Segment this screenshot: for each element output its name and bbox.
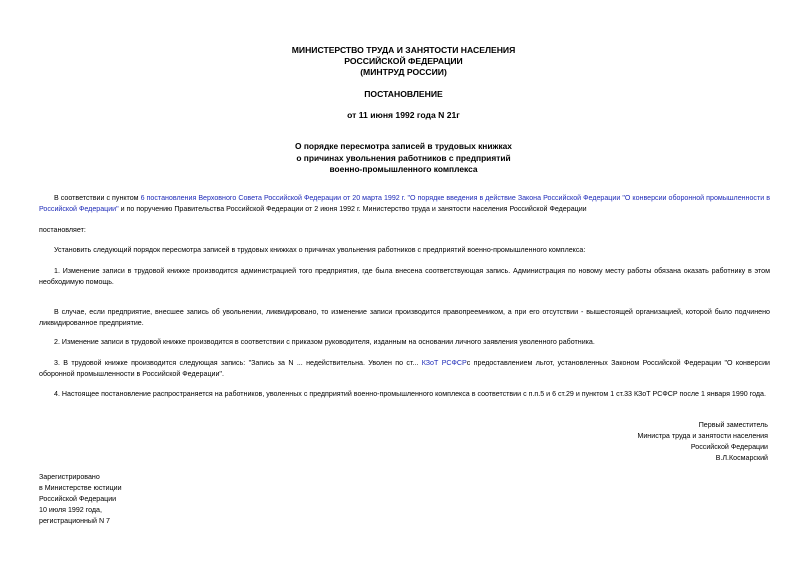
registration-line-1: Зарегистрировано: [39, 473, 100, 481]
doc-date: от 11 июня 1992 года N 21г: [347, 110, 460, 120]
title-line-1: О порядке пересмотра записей в трудовых книжках: [295, 141, 512, 151]
registration-line-2: в Министерстве юстиции: [39, 484, 122, 492]
resolves-paragraph: постановляет:: [39, 226, 86, 234]
signature-line-2: Министра труда и занятости населения: [637, 432, 768, 440]
resolution-link[interactable]: 6 постановления Верховного Совета Российской Федерации от 20 марта 1992 г. "О порядке введения в действие Закона Российской Федерации "О конверсии оборонной промышленности в Российской Федерации": [39, 194, 770, 213]
ministry-abbrev: (МИНТРУД РОССИИ): [360, 67, 447, 77]
title-line-2: о причинах увольнения работников с предприятий: [296, 152, 511, 163]
registration-line-3: Российской Федерации: [39, 495, 117, 503]
registration-block: [39, 472, 122, 527]
signature-block: [637, 420, 768, 464]
federation-name: РОССИЙСКОЙ ФЕДЕРАЦИИ: [344, 56, 463, 66]
signatory-name: В.Л.Космарский: [715, 454, 768, 462]
item-3-text-2: с предоставлением льгот, установленных Законом Российской Федерации "О конверсии оборонной промышленности в Российской Федерации".: [39, 359, 771, 378]
signature-line-3: Российской Федерации: [690, 443, 768, 451]
intro-paragraph: Установить следующий порядок пересмотра записей в трудовых книжках о причинах увольнения работников с предприятий военно-промышленного комплекса:: [54, 246, 586, 254]
preamble-paragraph: [39, 193, 770, 215]
title-line-3: военно-промышленного комплекса: [329, 164, 478, 174]
item-4-paragraph: 4. Настоящее постановление распространяется на работников, уволенных с предприятий военно-промышленного комплекса в соответствии с п.п.5 и 6 ст.29 и пунктом 1 ст.33 КЗоТ РСФСР после 1 января 1990 года.: [54, 390, 766, 398]
item-1b-paragraph: В случае, если предприятие, внесшее запись об увольнении, ликвидировано, то изменение записи производится правопреемником, а при его отсутствии - вышестоящей организацией, которой было подчинено ликвидированное предприятие.: [39, 308, 770, 327]
item-1-paragraph: 1. Изменение записи в трудовой книжке производится администрацией того предприятия, где была внесена соответствующая запись. Администрация по новому месту работы обязана оказать работнику в этом необходимую помощь.: [39, 267, 770, 286]
item-3-text-1: 3. В трудовой книжке производится следующая запись: "Запись за N ... недействительна. Уволен по ст...: [54, 359, 422, 367]
item-2-paragraph: 2. Изменение записи в трудовой книжке производится в соответствии с приказом руководителя, изданным на основании личного заявления уволенного работника.: [54, 338, 595, 346]
signature-line-1: Первый заместитель: [698, 421, 768, 429]
preamble-text-1: В соответствии с пунктом: [54, 194, 141, 202]
labor-code-link[interactable]: КЗоТ РСФСР: [421, 359, 467, 367]
item-3-paragraph: [39, 358, 770, 380]
doc-type: ПОСТАНОВЛЕНИЕ: [364, 89, 443, 99]
registration-date: 10 июля 1992 года,: [39, 506, 102, 514]
preamble-text-2: и по поручению Правительства Российской Федерации от 2 июня 1992 г. Министерство труда и занятости населения Российской Федерации: [118, 205, 587, 213]
ministry-name: МИНИСТЕРСТВО ТРУДА И ЗАНЯТОСТИ НАСЕЛЕНИЯ: [291, 45, 516, 55]
registration-number: регистрационный N 7: [39, 517, 111, 525]
